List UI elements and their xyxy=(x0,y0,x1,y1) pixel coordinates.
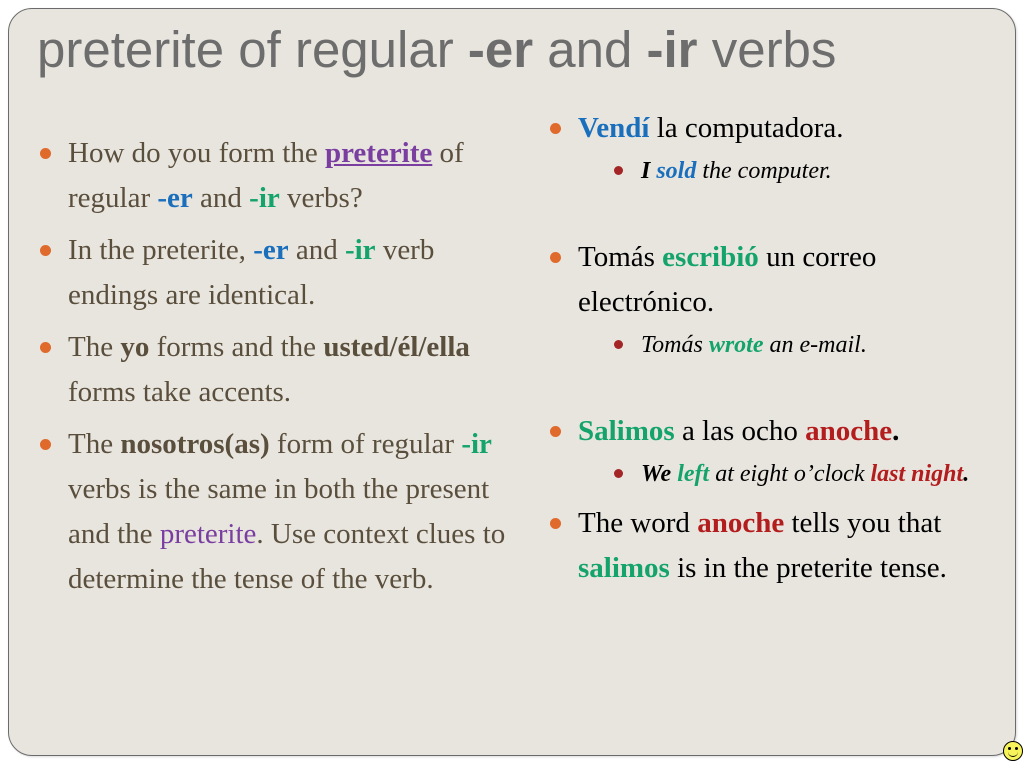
left-bullet-2 xyxy=(39,228,511,318)
smiley-icon xyxy=(1003,741,1023,761)
text: forms take accents. xyxy=(68,376,292,408)
left-bullet-4 xyxy=(39,422,511,602)
bullet-dot-icon xyxy=(40,245,51,256)
text: . xyxy=(892,415,900,447)
text: un correo electrónico. xyxy=(578,241,877,318)
example-3 xyxy=(549,409,1009,494)
left-bullet-3 xyxy=(39,325,511,415)
bullet-dot-icon xyxy=(550,426,561,437)
word-anoche: anoche xyxy=(805,415,893,447)
text: la computadora. xyxy=(649,112,844,144)
text: verbs is the same in both the present and the xyxy=(68,473,490,550)
nosotros-form: nosotros(as) xyxy=(120,428,270,460)
text: Tomás xyxy=(578,241,663,273)
left-bullet-1 xyxy=(39,131,511,221)
yo-form: yo xyxy=(120,331,150,363)
smiley-mouth xyxy=(1008,751,1018,757)
er-ending: -er xyxy=(157,182,193,214)
slide-title xyxy=(37,19,836,81)
text: . xyxy=(963,461,970,487)
title-er: -er xyxy=(467,21,534,78)
text: and xyxy=(192,182,250,214)
ir-ending: -ir xyxy=(249,182,280,214)
ir-ending: -ir xyxy=(344,234,376,266)
text: tells you that xyxy=(784,507,942,539)
bullet-dot-icon xyxy=(550,252,561,263)
text: of regular xyxy=(68,137,464,214)
preterite-link[interactable]: preterite xyxy=(324,137,433,169)
bullet-dot-icon xyxy=(550,518,561,529)
bullet-dot-icon xyxy=(40,148,51,159)
verb-escribio: escribió xyxy=(662,241,759,273)
slide xyxy=(8,8,1016,756)
sub-bullet-dot-icon xyxy=(614,340,623,349)
translation-3 xyxy=(609,454,1009,494)
word-anoche: anoche xyxy=(697,507,785,539)
er-ending: -er xyxy=(253,234,289,266)
text: I xyxy=(641,158,651,184)
text: In the preterite, xyxy=(68,234,254,266)
smiley-eye xyxy=(1015,747,1018,750)
example-1 xyxy=(549,106,1009,191)
text: . Use context clues to determine the tense of the verb. xyxy=(68,518,506,595)
text: How do you form the xyxy=(68,137,325,169)
title-and: and xyxy=(533,21,647,78)
smiley-eye xyxy=(1008,747,1011,750)
verb-sold: sold xyxy=(656,158,697,184)
text: the computer. xyxy=(696,158,832,184)
translation-1 xyxy=(609,151,1009,191)
title-ir: -ir xyxy=(646,21,698,78)
sub-bullet-dot-icon xyxy=(614,166,623,175)
title-text: preterite of regular xyxy=(37,21,468,78)
example-2 xyxy=(549,235,1009,365)
text: verbs? xyxy=(279,182,363,214)
phrase-last-night: last night xyxy=(870,461,964,487)
example-4 xyxy=(549,501,1009,591)
text: Tomás xyxy=(641,332,709,358)
text: verb endings are identical. xyxy=(68,234,435,311)
verb-salimos: Salimos xyxy=(578,415,675,447)
title-verbs: verbs xyxy=(697,21,837,78)
text: at eight o’clock xyxy=(709,461,871,487)
sub-bullet-dot-icon xyxy=(614,469,623,478)
text: a las ocho xyxy=(674,415,806,447)
ir-ending: -ir xyxy=(461,428,492,460)
text: We xyxy=(641,461,672,487)
text: The xyxy=(68,428,121,460)
word-salimos: salimos xyxy=(578,552,670,584)
translation-2 xyxy=(609,325,1009,365)
usted-form: usted/él/ella xyxy=(323,331,470,363)
verb-left: left xyxy=(677,461,710,487)
verb-wrote: wrote xyxy=(708,332,764,358)
bullet-dot-icon xyxy=(40,342,51,353)
text: and xyxy=(288,234,345,266)
verb-vendi: Vendí xyxy=(578,112,650,144)
text: forms and the xyxy=(149,331,324,363)
right-bullet-list xyxy=(549,106,1009,598)
text: The word xyxy=(578,507,698,539)
left-bullet-list xyxy=(39,131,511,609)
text: The xyxy=(68,331,121,363)
bullet-dot-icon xyxy=(40,439,51,450)
bullet-dot-icon xyxy=(550,123,561,134)
text: form of regular xyxy=(269,428,462,460)
text: an e-mail. xyxy=(763,332,867,358)
preterite-word: preterite xyxy=(159,518,257,550)
text: is in the preterite tense. xyxy=(669,552,947,584)
